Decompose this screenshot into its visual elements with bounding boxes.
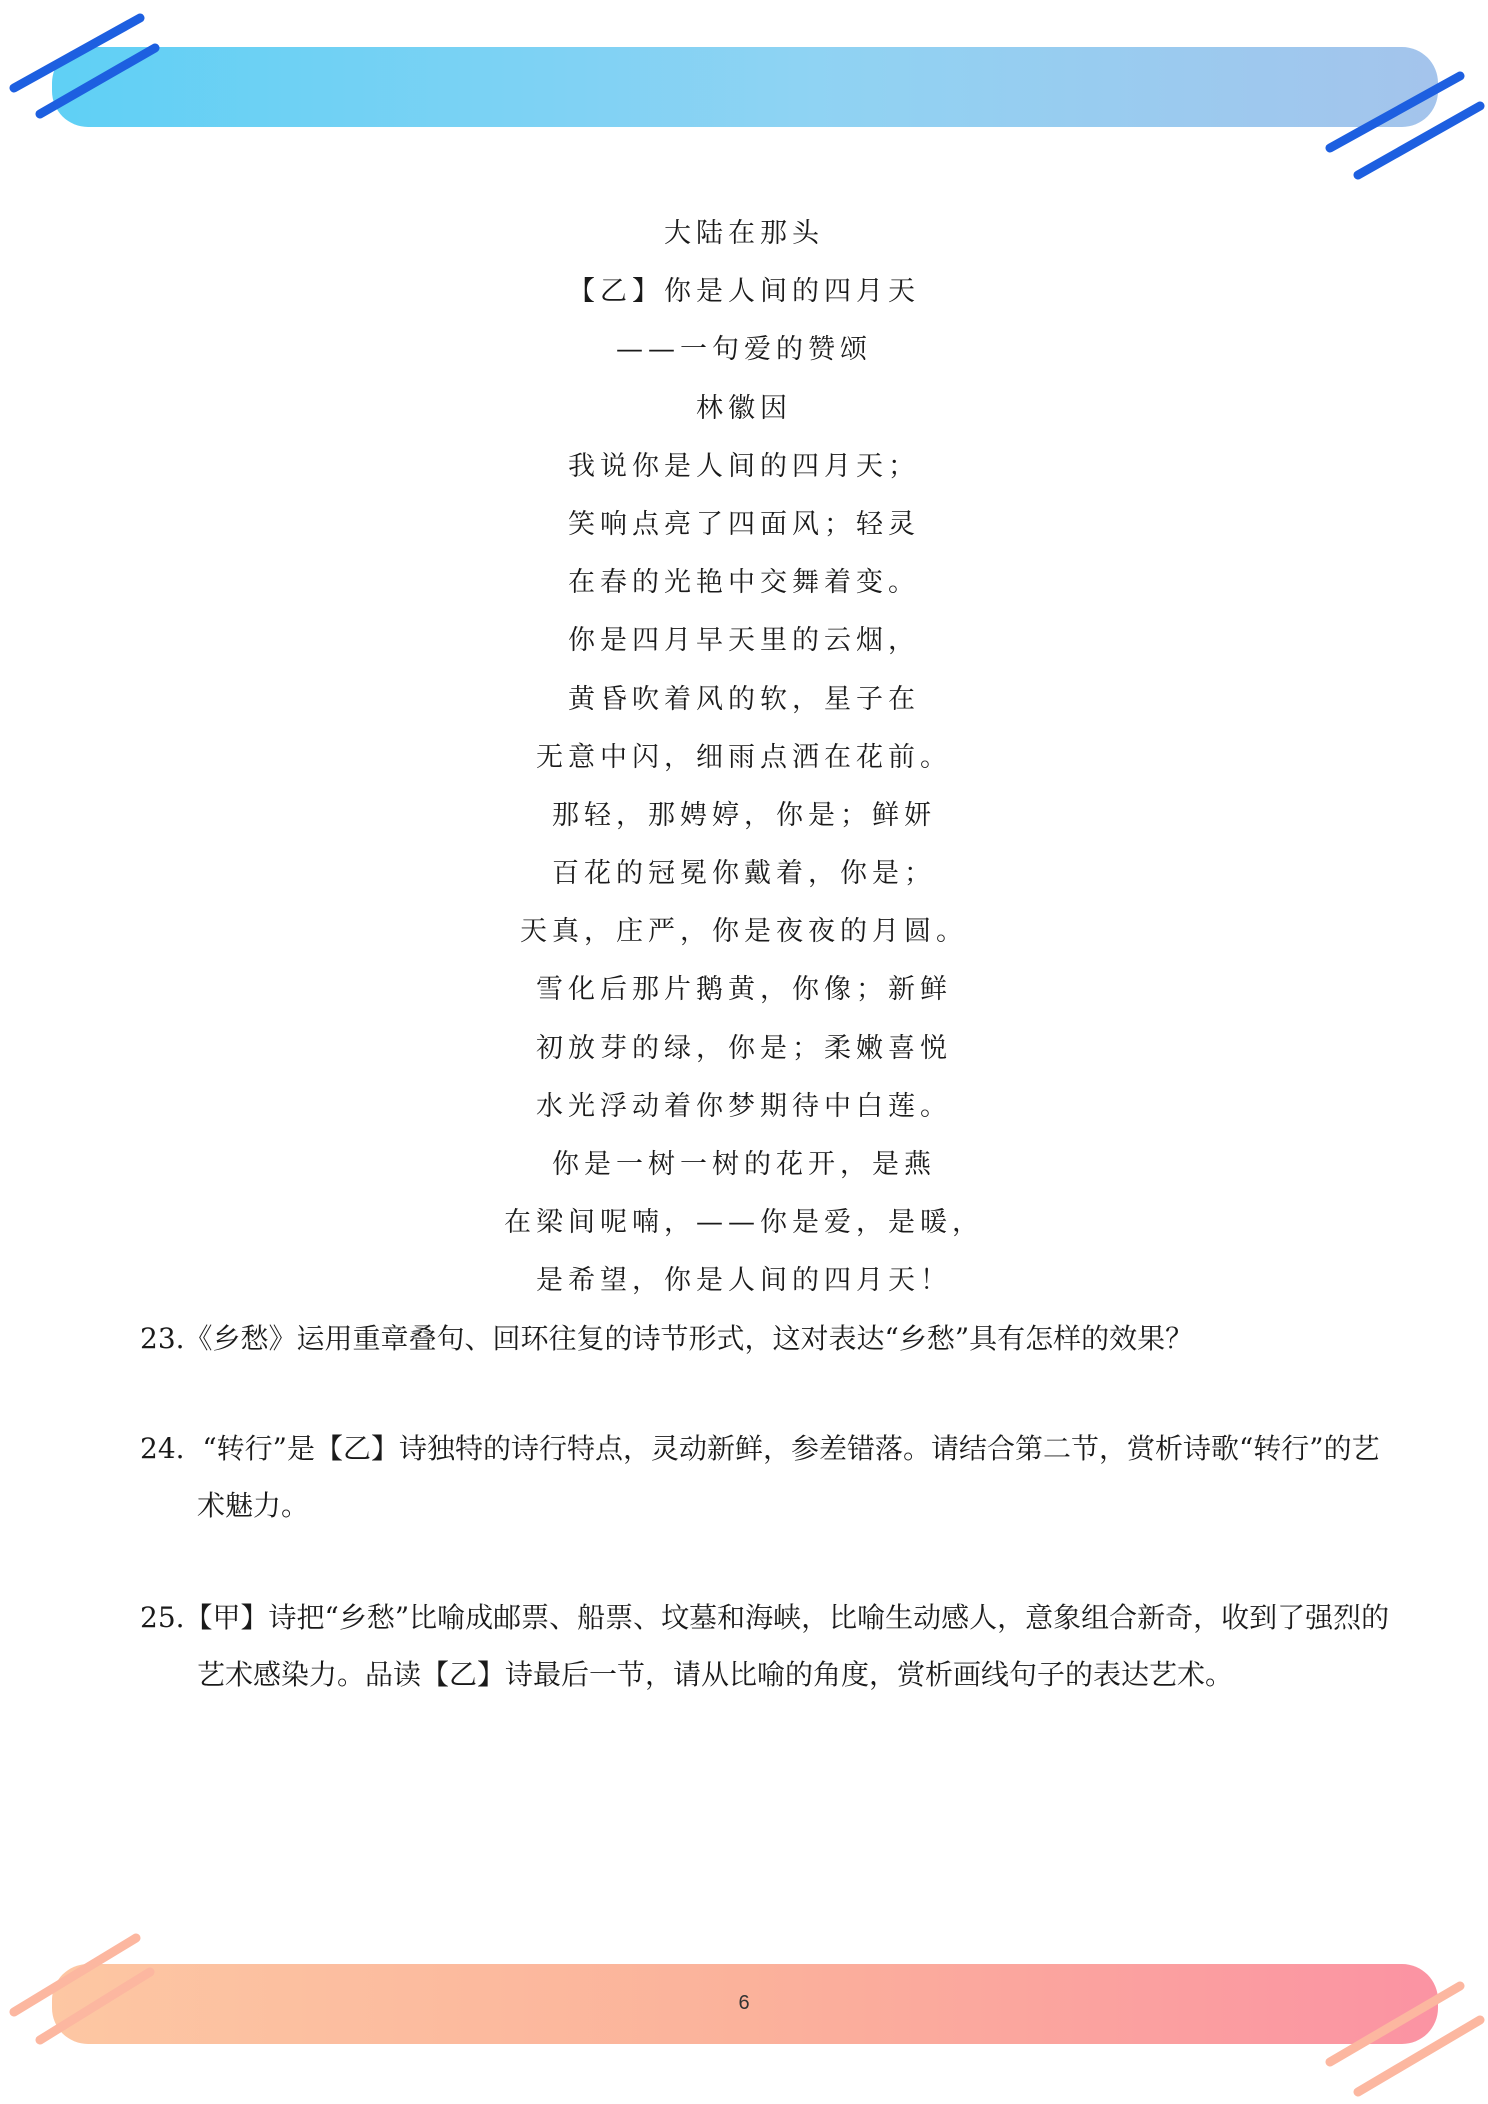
poem-line: 水光浮动着你梦期待中白莲。 <box>536 1090 952 1122</box>
poem-line: 【乙】你是人间的四月天 <box>568 276 920 308</box>
question-number: 25. <box>140 1601 185 1634</box>
page-number: 6 <box>738 1992 750 2014</box>
poem-line: 那轻，那娉婷，你是；鲜妍 <box>552 799 936 831</box>
poem-line: 雪化后那片鹅黄，你像；新鲜 <box>536 974 952 1006</box>
poem-line: 初放芽的绿，你是；柔嫩喜悦 <box>536 1032 952 1064</box>
header-left-stripes <box>0 0 180 140</box>
poem-line: 天真，庄严，你是夜夜的月圆。 <box>520 916 968 948</box>
poem-line: 大陆在那头 <box>664 218 824 249</box>
question-24 <box>140 1420 1407 1534</box>
question-text: 《乡愁》运用重章叠句、回环往复的诗节形式，这对表达“乡愁”具有怎样的效果？ <box>184 1322 1194 1355</box>
poem <box>0 205 1488 1311</box>
poem-line: 你是四月早天里的云烟， <box>568 625 920 657</box>
question-25 <box>140 1589 1407 1703</box>
header-right-stripes <box>1320 60 1488 190</box>
poem-line: 是希望，你是人间的四月天！ <box>536 1265 952 1297</box>
question-23 <box>140 1310 1350 1367</box>
poem-line: ——一句爱的赞颂 <box>616 334 872 366</box>
header-banner <box>52 47 1438 127</box>
poem-line: 百花的冠冕你戴着，你是； <box>552 858 936 890</box>
poem-line: 笑响点亮了四面风；轻灵 <box>568 508 920 540</box>
question-number: 23. <box>140 1322 185 1355</box>
poem-line: 无意中闪，细雨点洒在花前。 <box>536 741 952 773</box>
footer-right-stripes <box>1320 1970 1488 2104</box>
poem-line: 在梁间呢喃，——你是爱，是暖， <box>504 1207 984 1239</box>
question-text: 【甲】诗把“乡愁”比喻成邮票、船票、坟墓和海峡，比喻生动感人，意象组合新奇，收到了强烈的艺术感染力。品读【乙】诗最后一节，请从比喻的角度，赏析画线句子的表达艺术。 <box>184 1601 1390 1691</box>
poem-line: 林徽因 <box>696 392 792 424</box>
poem-line: 在春的光艳中交舞着变。 <box>568 567 920 599</box>
question-text: “转行”是【乙】诗独特的诗行特点，灵动新鲜，参差错落。请结合第二节，赏析诗歌“转行”的艺术魅力。 <box>197 1432 1380 1522</box>
poem-line: 你是一树一树的花开，是燕 <box>552 1149 936 1180</box>
question-number: 24. <box>140 1432 185 1465</box>
poem-line: 黄昏吹着风的软，星子在 <box>568 683 920 715</box>
footer-left-stripes <box>0 1920 180 2060</box>
poem-line: 我说你是人间的四月天； <box>568 450 920 482</box>
